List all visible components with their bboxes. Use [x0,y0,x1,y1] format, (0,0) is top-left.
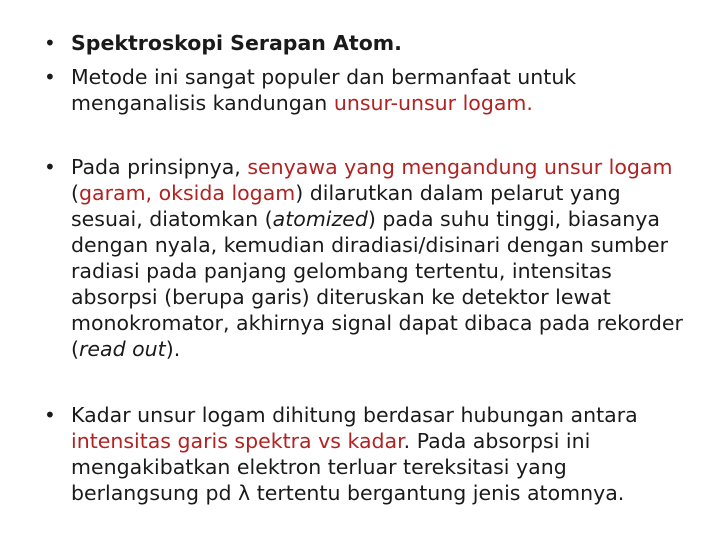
concentration-text-1: Kadar unsur logam dihitung berdasar hubungan antara [71,403,638,427]
principle-text-2: ( [71,181,79,205]
bullet-principle [44,154,684,362]
bullet-dot-icon: • [44,65,56,89]
principle-text-5: ). [165,337,181,361]
principle-highlight-2: garam, oksida logam [79,181,296,205]
bullet-concentration [44,402,684,506]
concentration-highlight: intensitas garis spektra vs kadar [71,429,404,453]
bullet-dot-icon: • [44,31,56,55]
principle-italic-1: atomized [272,207,368,231]
principle-highlight-1: senyawa yang mengandung unsur logam [247,155,673,179]
intro-highlight: unsur-unsur logam. [333,91,533,115]
principle-text-3: ) dilarutkan dalam pelarut yang sesuai, diatomkan ( [71,181,621,231]
title-text: Spektroskopi Serapan Atom. [71,31,402,55]
bullet-dot-icon: • [44,403,56,427]
intro-text: Metode ini sangat populer dan bermanfaat untuk menganalisis kandungan [71,65,577,115]
bullet-title [44,30,684,56]
principle-text-4: ) pada suhu tinggi, biasanya dengan nyala, kemudian diradiasi/disinari dengan sumber radiasi pada panjang gelombang tertentu, intensitas absorpsi (berupa garis) diteruskan ke detektor lewat monokromator, akhirnya signal dapat dibaca pada rekorder ( [71,207,683,361]
bullet-intro [44,64,684,116]
principle-text-1: Pada prinsipnya, [71,155,248,179]
concentration-text-2: . Pada absorpsi ini mengakibatkan elektron terluar tereksitasi yang berlangsung pd λ tertentu bergantung jenis atomnya. [71,429,625,505]
principle-italic-2: read out [79,337,166,361]
bullet-dot-icon: • [44,155,56,179]
